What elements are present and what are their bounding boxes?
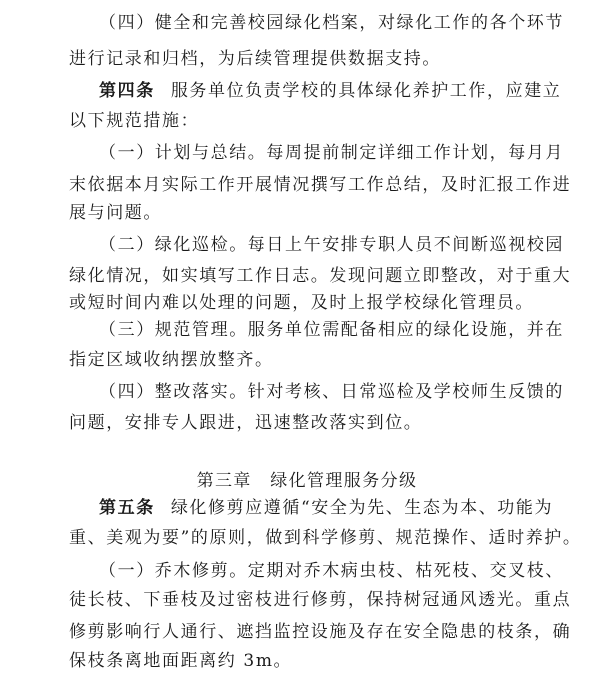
article-5-text: 绿化修剪应遵循“安全为先、生态为本、功能为 <box>170 498 554 518</box>
article-5-title: 第五条 <box>99 498 155 518</box>
list-item-line: （一）计划与总结。每周提前制定详细工作计划，每月月 <box>99 143 564 163</box>
article-4-title: 第四条 <box>99 81 155 101</box>
list-item-line: 问题，安排专人跟进，迅速整改落实到位。 <box>69 413 423 433</box>
chapter-heading: 第三章 绿化管理服务分级 <box>196 471 418 491</box>
list-item-line: （二）绿化巡检。每日上午安排专职人员不间断巡视校园 <box>99 235 564 255</box>
list-item-line: 绿化情况，如实填写工作日志。发现问题立即整改，对于重大 <box>69 266 572 286</box>
article-4-first-line <box>99 81 561 101</box>
list-item-line: （四）整改落实。针对考核、日常巡检及学校师生反馈的 <box>99 382 564 402</box>
paragraph-line: 以下规范措施： <box>69 111 200 131</box>
article-4-text: 服务单位负责学校的具体绿化养护工作，应建立 <box>170 81 562 101</box>
list-item-line: （三）规范管理。服务单位需配备相应的绿化设施，并在 <box>99 320 564 340</box>
paragraph-line: 重、美观为要”的原则，做到科学修剪、规范操作、适时养护。 <box>69 528 582 548</box>
list-item-line: 徒长枝、下垂枝及过密枝进行修剪，保持树冠通风透光。重点 <box>69 590 572 610</box>
list-item-line: （一）乔木修剪。定期对乔木病虫枝、枯死枝、交叉枝、 <box>99 561 564 581</box>
list-item-line: 指定区域收纳摆放整齐。 <box>69 350 274 370</box>
list-item-line: 修剪影响行人通行、遮挡监控设施及存在安全隐患的枝条，确 <box>69 622 572 642</box>
list-item-line: 保枝条离地面距离约 3m。 <box>69 651 293 671</box>
list-item-line: 末依据本月实际工作开展情况撰写工作总结，及时汇报工作进 <box>69 175 572 195</box>
list-item-line: 或短时间内难以处理的问题，及时上报学校绿化管理员。 <box>69 293 534 313</box>
paragraph-line: 进行记录和归档，为后续管理提供数据支持。 <box>69 49 441 69</box>
list-item-line: 展与问题。 <box>69 203 162 223</box>
article-5-first-line <box>99 498 553 518</box>
paragraph-line: （四）健全和完善校园绿化档案，对绿化工作的各个环节 <box>99 13 564 33</box>
